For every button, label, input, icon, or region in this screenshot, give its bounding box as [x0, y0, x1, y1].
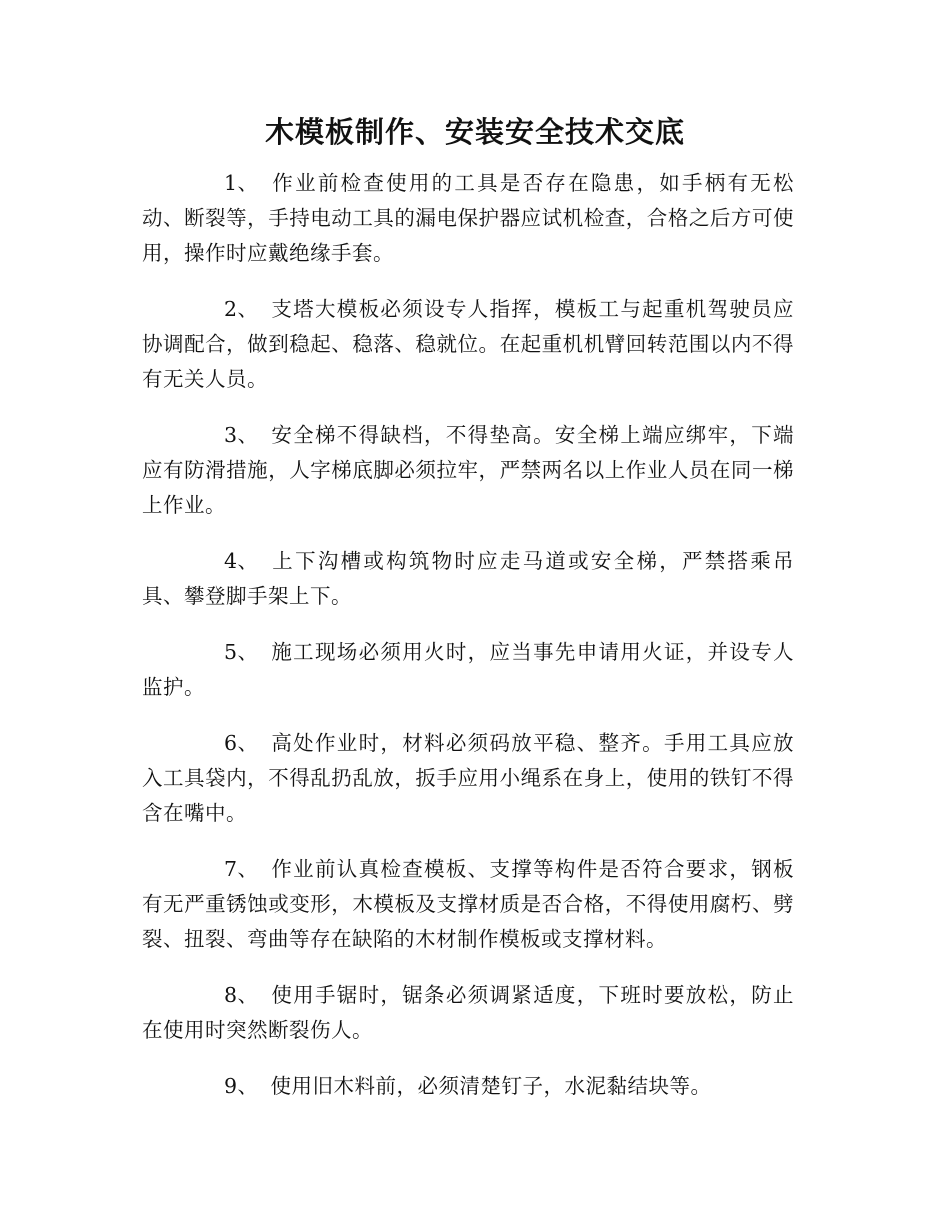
- item-text: 作业前认真检查模板、支撑等构件是否符合要求，钢板有无严重锈蚀或变形，木模板及支撑材质是否合格，不得使用腐朽、劈裂、扭裂、弯曲等存在缺陷的木材制作模板或支撑材料。: [142, 857, 794, 951]
- list-item: [142, 544, 794, 614]
- item-text: 支塔大模板必须设专人指挥，模板工与起重机驾驶员应协调配合，做到稳起、稳落、稳就位。在起重机机臂回转范围以内不得有无关人员。: [142, 297, 794, 391]
- item-number: 7、: [224, 857, 259, 881]
- item-text: 作业前检查使用的工具是否存在隐患，如手柄有无松动、断裂等，手持电动工具的漏电保护器应试机检查，合格之后方可使用，操作时应戴绝缘手套。: [142, 171, 794, 265]
- item-number: 5、: [224, 640, 259, 664]
- list-item: [142, 726, 794, 831]
- list-item: [142, 852, 794, 957]
- item-number: 1、: [224, 171, 259, 195]
- list-item: [142, 418, 794, 523]
- list-item: [142, 1069, 794, 1104]
- item-text: 高处作业时，材料必须码放平稳、整齐。手用工具应放入工具袋内，不得乱扔乱放，扳手应用小绳系在身上，使用的铁钉不得含在嘴中。: [142, 731, 794, 825]
- item-text: 施工现场必须用火时，应当事先申请用火证，并设专人监护。: [142, 640, 794, 699]
- item-number: 4、: [224, 549, 259, 573]
- list-item: [142, 635, 794, 705]
- list-item: [142, 166, 794, 271]
- list-item: [142, 292, 794, 397]
- instruction-list: [142, 166, 794, 1125]
- item-number: 8、: [224, 983, 259, 1007]
- list-item: [142, 978, 794, 1048]
- item-text: 使用旧木料前，必须清楚钉子，水泥黏结块等。: [270, 1074, 712, 1098]
- item-text: 安全梯不得缺档，不得垫高。安全梯上端应绑牢，下端应有防滑措施，人字梯底脚必须拉牢，严禁两名以上作业人员在同一梯上作业。: [142, 423, 794, 517]
- item-number: 9、: [224, 1074, 259, 1098]
- item-text: 上下沟槽或构筑物时应走马道或安全梯，严禁搭乘吊具、攀登脚手架上下。: [142, 549, 794, 608]
- item-number: 6、: [224, 731, 259, 755]
- item-number: 3、: [224, 423, 259, 447]
- document-title: 木模板制作、安装安全技术交底: [264, 115, 685, 149]
- item-number: 2、: [224, 297, 259, 321]
- item-text: 使用手锯时，锯条必须调紧适度，下班时要放松，防止在使用时突然断裂伤人。: [142, 983, 794, 1042]
